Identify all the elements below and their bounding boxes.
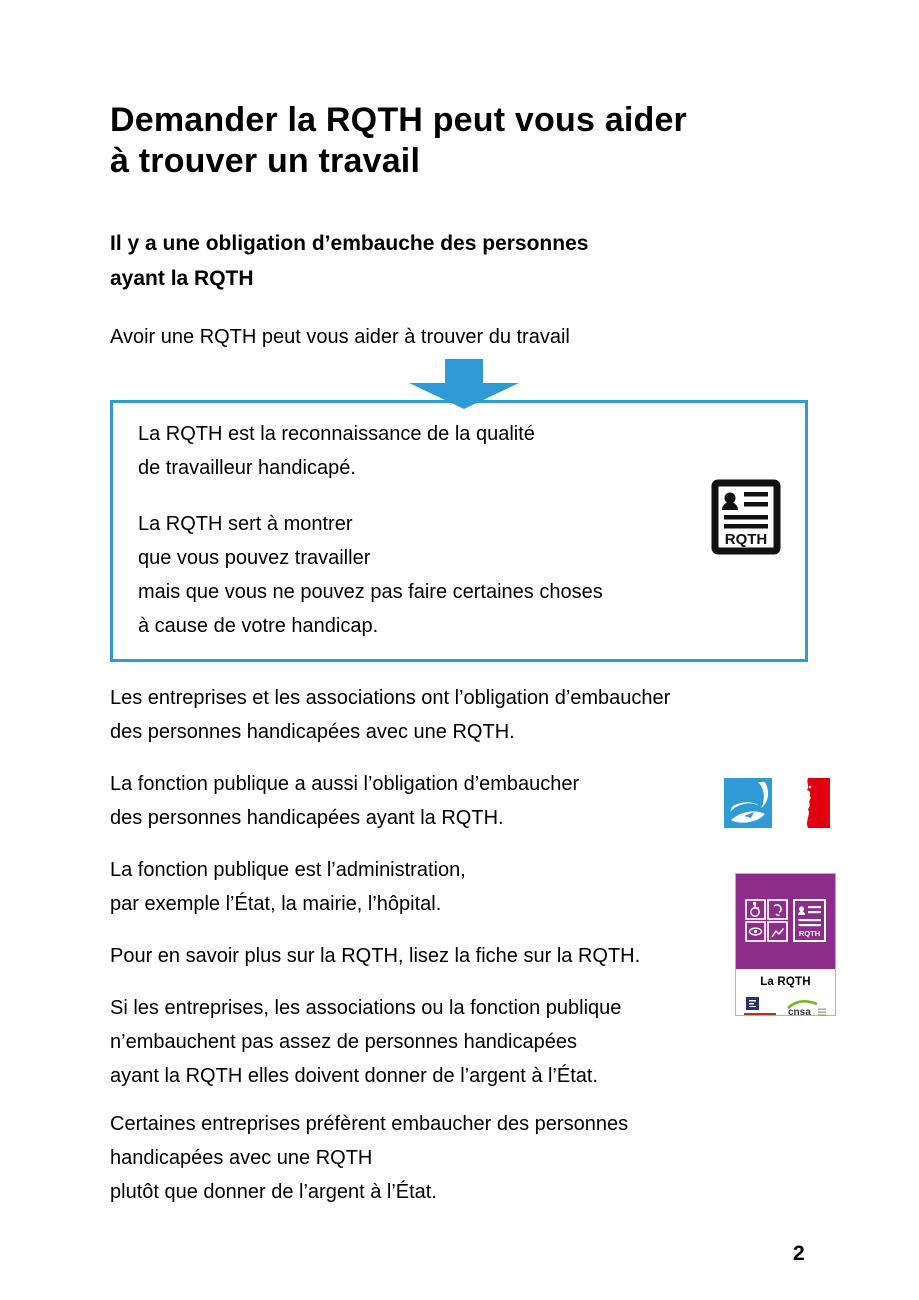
callout-line: que vous pouvez travailler [138,547,371,569]
definition-callout-box [110,400,808,662]
rqth-card-icon [711,479,781,555]
paragraph-line: Pour en savoir plus sur la RQTH, lisez la fiche sur la RQTH. [110,945,641,967]
paragraph-line: ayant la RQTH elles doivent donner de l’argent à l’État. [110,1065,599,1087]
mini-rqth-card-icon [794,900,825,941]
paragraph-preference-embauche [110,1107,628,1209]
hearing-icon [768,900,787,919]
callout-paragraph [138,507,603,643]
paragraph-fonction-publique-obligation [110,767,579,835]
paragraph-line: plutôt que donner de l’argent à l’État. [110,1181,437,1203]
paragraph-obligation-entreprises [110,681,670,749]
paragraph-line: n’embauchent pas assez de personnes handicapées [110,1031,577,1053]
mini-rqth-card-label: RQTH [798,928,820,938]
rqth-leaflet-thumbnail [735,873,836,1016]
leaflet-cover-pictograms [745,899,827,945]
page-title [110,100,687,182]
callout-line: La RQTH est la reconnaissance de la qualité [138,423,535,445]
paragraph-line: des personnes handicapées ayant la RQTH. [110,807,504,829]
callout-paragraph [138,417,603,485]
paragraph-line: La fonction publique est l’administration, [110,859,466,881]
callout-line: de travailleur handicapé. [138,457,356,479]
ministry-logo-text-bar [744,1013,776,1015]
paragraph-line: Si les entreprises, les associations ou la fonction publique [110,997,622,1019]
leaflet-title: La RQTH [760,976,811,988]
paragraph-savoir-plus [110,939,640,973]
callout-line: mais que vous ne pouvez pas faire certaines choses [138,581,603,603]
paragraph-line: des personnes handicapées avec une RQTH. [110,721,515,743]
section-heading-line: ayant la RQTH [110,267,254,290]
paragraph-line: par exemple l’État, la mairie, l’hôpital. [110,893,442,915]
section-heading-line: Il y a une obligation d’embauche des personnes [110,232,589,255]
down-arrow-icon [409,359,519,409]
callout-line: à cause de votre handicap. [138,615,379,637]
paragraph-line: La fonction publique a aussi l’obligation d’embaucher [110,773,580,795]
cnsa-logo-label: cnsa [788,1007,811,1018]
callout-text [138,417,603,643]
callout-line: La RQTH sert à montrer [138,513,353,535]
paragraph-line: Certaines entreprises préfèrent embaucher des personnes [110,1113,629,1135]
paragraph-fonction-publique-definition [110,853,466,921]
section-heading [110,226,588,296]
paragraph-line: Les entreprises et les associations ont l’obligation d’embaucher [110,687,671,709]
paragraph-line: handicapées avec une RQTH [110,1147,373,1169]
cnsa-logo [785,996,829,1018]
page-title-line: Demander la RQTH peut vous aider [110,101,687,139]
paragraph-sanction-argent [110,991,621,1093]
page-number: 2 [793,1242,805,1265]
ministry-logo [744,997,778,1017]
rqth-card-label: RQTH [724,531,768,548]
leaflet-footer [736,976,835,1022]
french-government-marianne-logo [724,778,830,828]
ministry-logo-icon [746,997,759,1010]
lead-sentence: Avoir une RQTH peut vous aider à trouver du travail [110,326,570,348]
page-title-line: à trouver un travail [110,142,421,180]
leaflet-cover [736,874,835,969]
